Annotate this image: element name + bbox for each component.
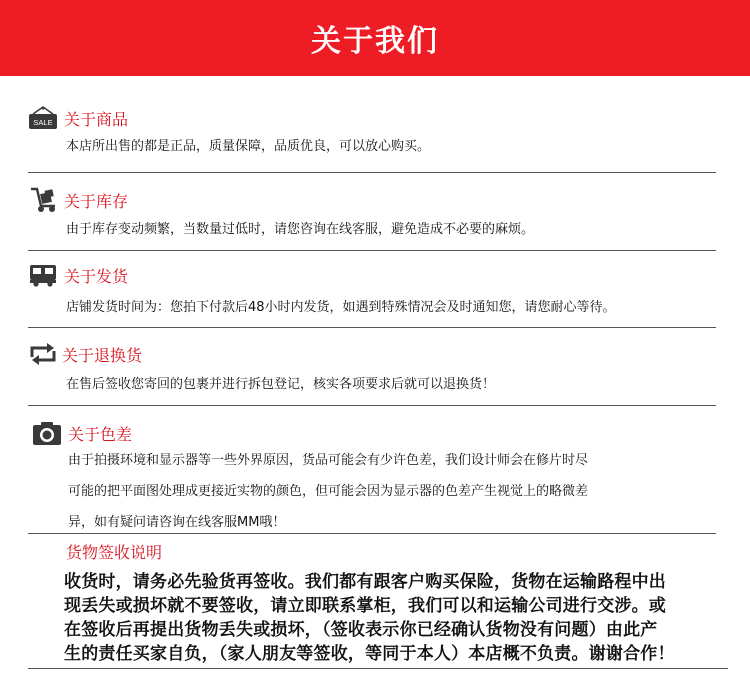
section-stock xyxy=(28,187,128,217)
section-product xyxy=(28,106,128,134)
divider xyxy=(28,668,728,669)
section-title: 关于退换货 xyxy=(62,346,143,365)
divider xyxy=(28,172,716,173)
section-text-line: 由于拍摄环境和显示器等一些外界原因，货品可能会有少许色差，我们设计师会在修片时尽 xyxy=(68,453,589,468)
divider xyxy=(28,533,716,534)
section-returns xyxy=(28,343,142,369)
sale-sign-icon xyxy=(28,106,58,134)
sign-notice-line: 现丢失或损坏就不要签收，请立即联系掌柜，我们可以和运输公司进行交涉。或 xyxy=(64,596,666,616)
section-title: 关于发货 xyxy=(64,267,129,286)
exchange-arrows-icon xyxy=(28,343,58,369)
page-title: 关于我们 xyxy=(311,24,439,59)
section-text: 店铺发货时间为：您拍下付款后48小时内发货，如遇到特殊情况会及时通知您，请您耐心等待。 xyxy=(66,300,616,315)
sign-notice-body xyxy=(64,570,734,666)
section-shipping xyxy=(28,262,128,292)
section-title: 关于色差 xyxy=(68,425,133,444)
divider xyxy=(28,405,716,406)
camera-icon xyxy=(32,420,62,450)
section-text: 在售后签收您寄回的包裹并进行拆包登记，核实各项要求后就可以退换货！ xyxy=(66,377,496,392)
section-text: 由于库存变动频繁，当数量过低时，请您咨询在线客服，避免造成不必要的麻烦。 xyxy=(66,222,535,237)
section-text-line: 异，如有疑问请咨询在线客服MM哦！ xyxy=(68,515,286,530)
sign-notice-line: 生的责任买家自负，（家人朋友等签收，等同于本人）本店概不负责。谢谢合作！ xyxy=(64,644,675,664)
section-text: 本店所出售的都是正品，质量保障，品质优良，可以放心购买。 xyxy=(66,139,431,154)
divider xyxy=(28,250,716,251)
hand-truck-icon xyxy=(28,187,58,217)
sign-notice-line: 收货时，请务必先验货再签收。我们都有跟客户购买保险，货物在运输路程中出 xyxy=(64,572,666,592)
section-title: 关于库存 xyxy=(64,192,129,211)
sign-notice-line: 在签收后再提出货物丢失或损坏，（签收表示你已经确认货物没有问题）由此产 xyxy=(64,620,658,640)
delivery-truck-icon xyxy=(28,262,58,292)
page-header xyxy=(0,0,750,76)
sale-badge-text: SALE xyxy=(33,118,53,127)
section-title: 关于商品 xyxy=(64,110,129,129)
sign-notice-title: 货物签收说明 xyxy=(66,543,163,562)
section-paragraph xyxy=(68,445,718,538)
divider xyxy=(28,327,716,328)
section-text-line: 可能的把平面图处理成更接近实物的颜色，但可能会因为显示器的色差产生视觉上的略微差 xyxy=(68,484,589,499)
